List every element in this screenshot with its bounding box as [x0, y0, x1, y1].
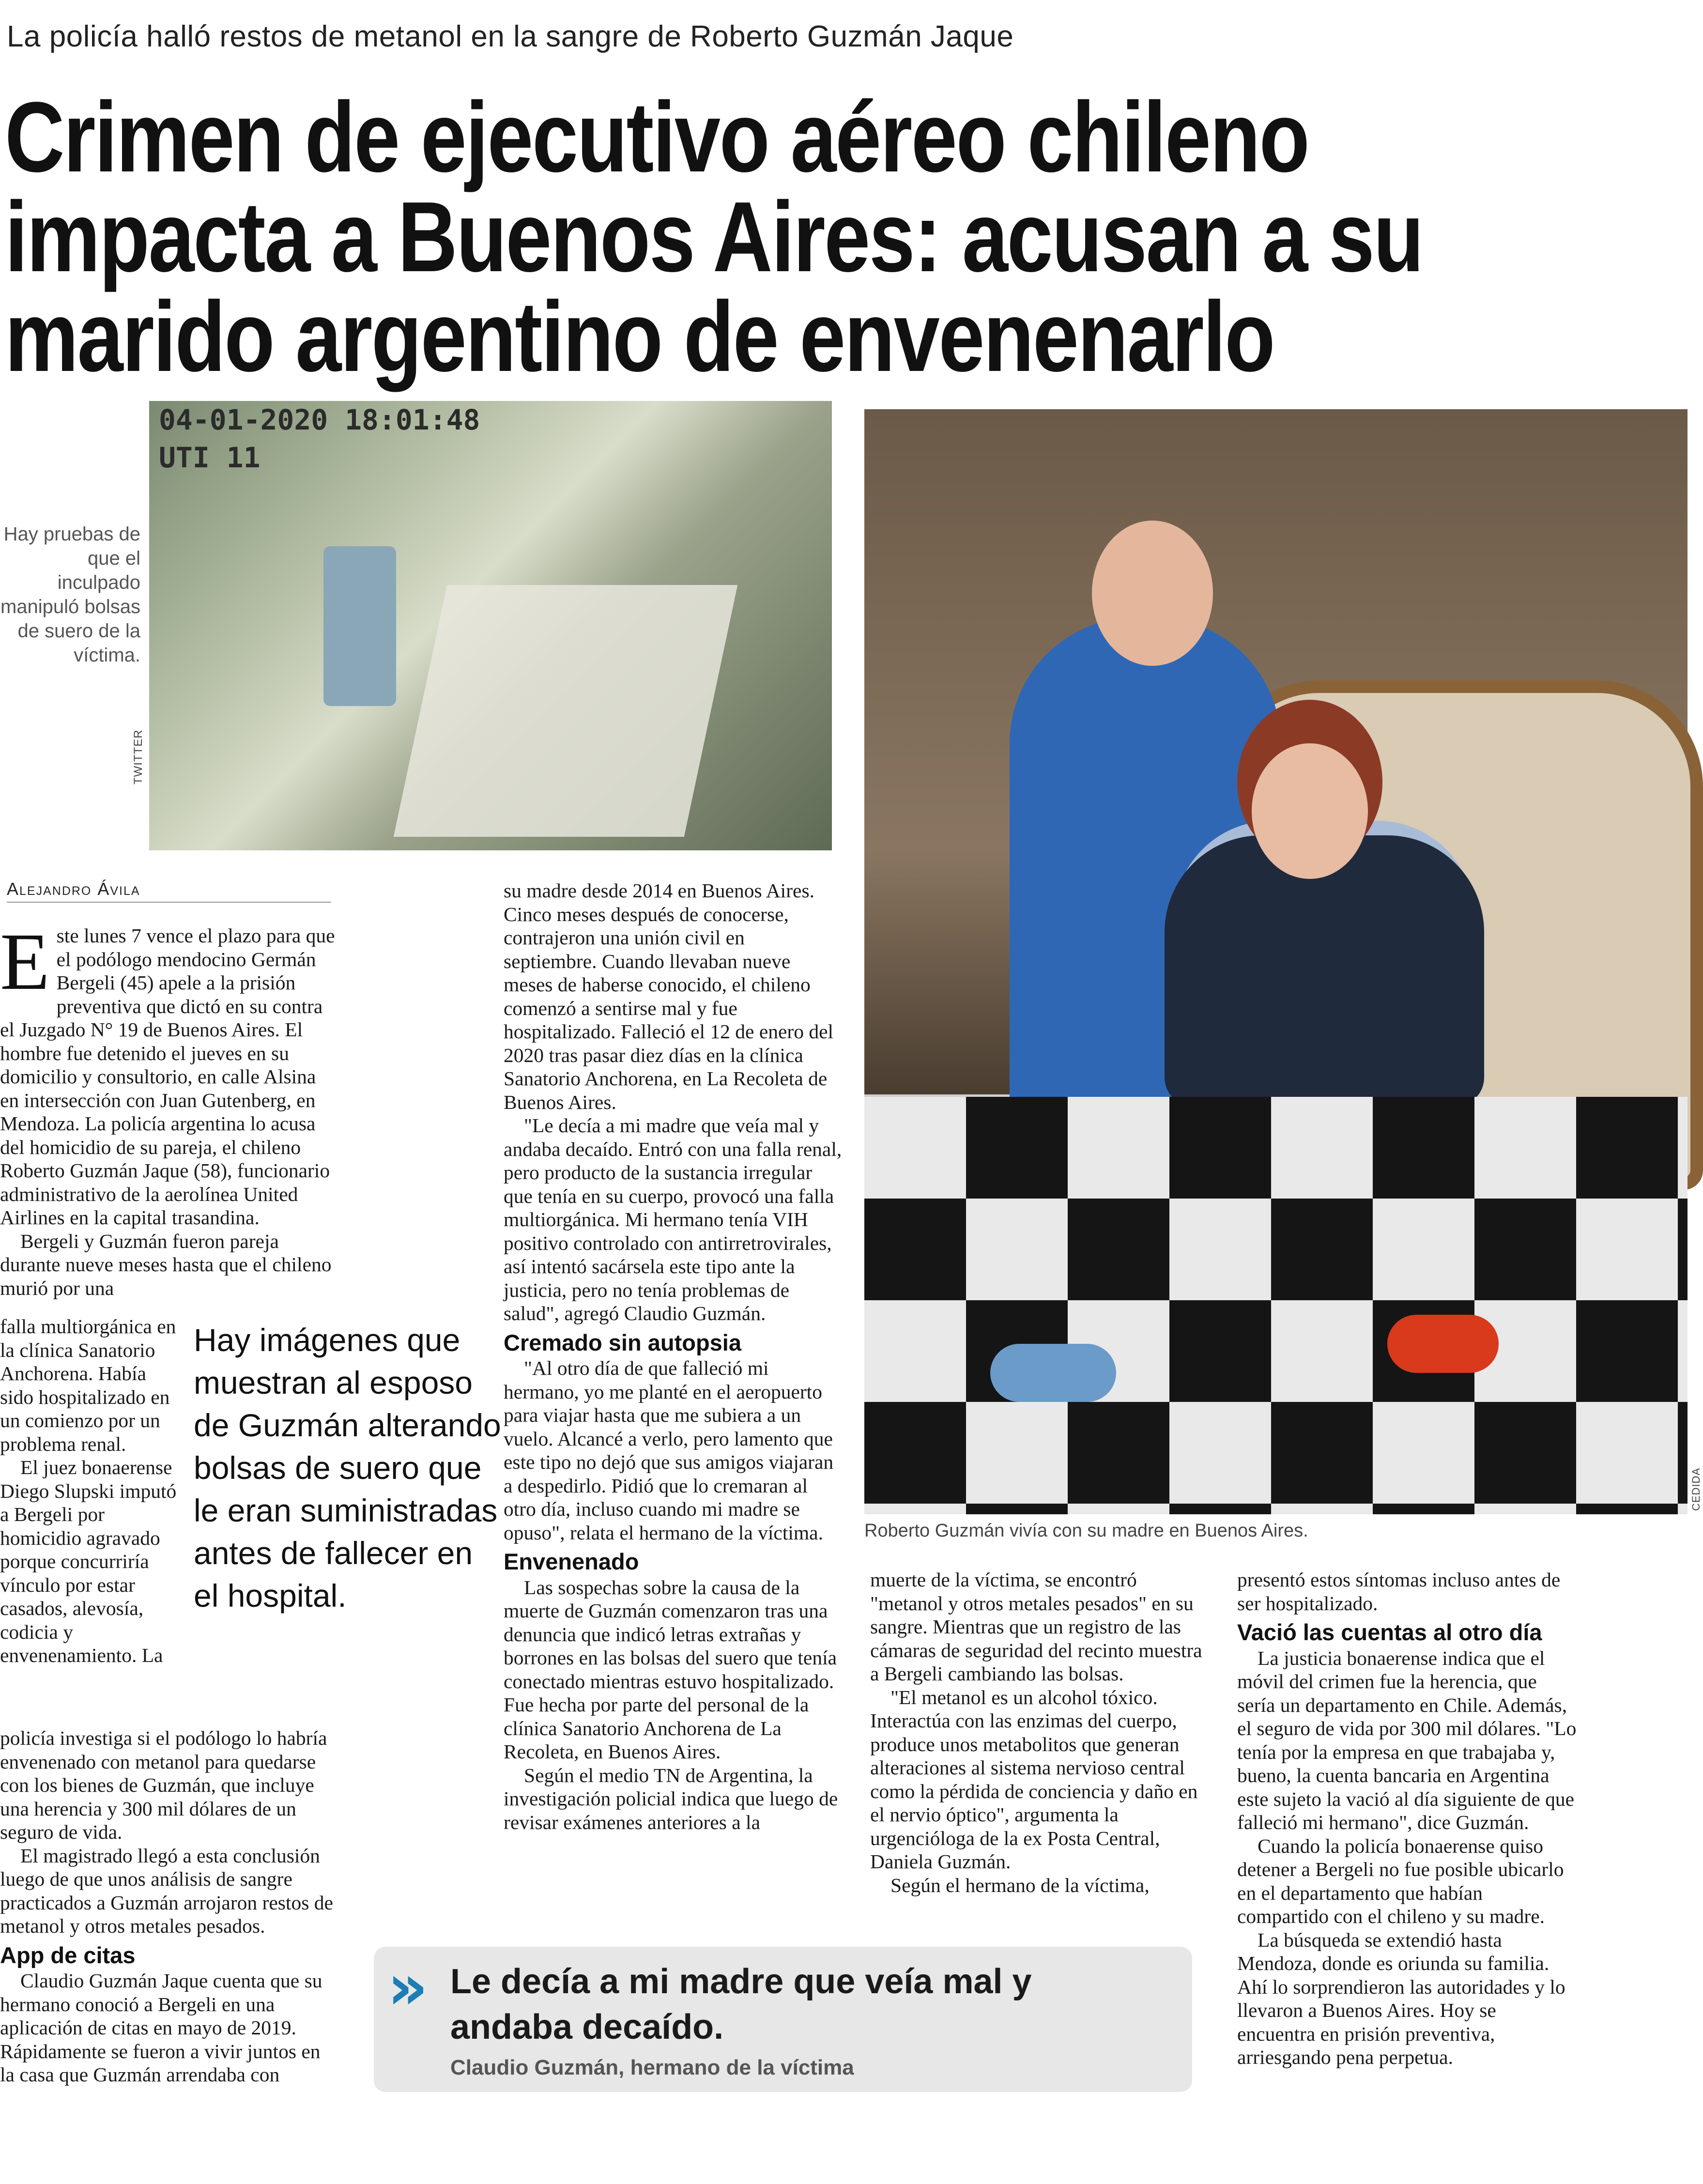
quote-author: Claudio Guzmán, hermano de la víctima: [450, 2056, 854, 2079]
paragraph: Según el medio TN de Argentina, la investigación policial indica que luego de revisar exámenes anteriores a la: [504, 1764, 838, 1833]
paragraph: policía investiga si el podólogo lo habría envenenado con metanol para quedarse con los bienes de Guzmán, que incluye una herencia y 300 mil dólares de un seguro de vida.: [0, 1727, 327, 1843]
man-head: [1092, 521, 1213, 666]
paragraph: Bergeli y Guzmán fueron pareja durante nueve meses hasta que el chileno murió por una: [0, 1230, 332, 1299]
headline-line-2: impacta a Buenos Aires: acusan a su: [5, 181, 1423, 292]
column-4: [1237, 1568, 1579, 2069]
subheading: App de citas: [0, 1942, 136, 1968]
paragraph: Según el hermano de la víctima,: [890, 1874, 1150, 1896]
blue-shoe: [990, 1344, 1116, 1402]
byline: Alejandro Ávila: [7, 879, 140, 899]
quote-marker-icon: »: [387, 1950, 428, 2024]
photo1-credit: TWITTER: [132, 729, 145, 784]
hospital-bed-shape: [394, 585, 738, 837]
room-text: UTI 11: [159, 441, 261, 475]
pull-quote: Hay imágenes que muestran al esposo de Guzmán alterando bolsas de suero que le eran suministradas antes de fallecer en el hospital.: [194, 1322, 501, 1614]
kicker: La policía halló restos de metanol en la sangre de Roberto Guzmán Jaque: [7, 20, 1014, 53]
column-3: [870, 1568, 1212, 1897]
medical-equipment-shape: [323, 546, 396, 706]
family-photo: [864, 409, 1688, 1514]
drop-cap: E: [0, 917, 50, 1007]
headline: [5, 81, 1452, 392]
photo2-credit: CEDIDA: [1690, 1467, 1702, 1511]
paragraph: Claudio Guzmán Jaque cuenta que su hermano conoció a Bergeli en una aplicación de citas en mayo de 2019. Rápidamente se fueron a vivir juntos en la casa que Guzmán arrendaba con: [0, 1969, 322, 2086]
column-1-narrow: [0, 1315, 179, 1667]
subheading: Cremado sin autopsia: [504, 1329, 741, 1355]
subheading: Vació las cuentas al otro día: [1237, 1619, 1542, 1645]
column-2: [504, 879, 843, 1834]
column-1-bottom: [0, 1726, 339, 2087]
paragraph: presentó estos síntomas incluso antes de ser hospitalizado.: [1237, 1569, 1561, 1615]
paragraph: Las sospechas sobre la causa de la muerte de Guzmán comenzaron tras una denuncia que indicó letras extrañas y borrones en las bolsas del suero que tenía conectado mientras estuvo hospitalizado. Fue hecha por parte del personal de la clínica Sanatorio Anchorena de La Recoleta, en Buenos Aires.: [504, 1576, 837, 1763]
paragraph: El juez bonaerense Diego Slupski imputó a Bergeli por homicidio agravado porque concurriría vínculo por estar casados, alevosía, codicia y envenenamiento. La: [0, 1456, 177, 1666]
paragraph: ste lunes 7 vence el plazo para que el podólogo mendocino Germán Bergeli (45) apele a la prisión preventiva que dictó en su contra el Juzgado N° 19 de Buenos Aires. El hombre fue detenido el jueves en su domicilio y consultorio, en calle Alsina en intersección con Juan Gutenberg, en Mendoza. La policía argentina lo acusa del homicidio de su pareja, el chileno Roberto Guzmán Jaque (58), funcionario administrativo de la aerolínea United Airlines en la capital trasandina.: [0, 924, 335, 1229]
headline-line-1: Crimen de ejecutivo aéreo chileno: [5, 81, 1309, 193]
timestamp-text: 04-01-2020 18:01:48: [159, 403, 480, 436]
photo1-caption: Hay pruebas de que el inculpado manipuló bolsas de suero de la víctima.: [0, 523, 140, 666]
paragraph: "Al otro día de que falleció mi hermano, yo me planté en el aeropuerto para viajar hasta que me subiera a un vuelo. Alcancé a verlo, pero lamento que este tipo no dejó que sus amigos viajaran a despedirlo. Pidió que lo cremaran al otro día, incluso cuando mi madre se opuso", relata el hermano de la víctima.: [504, 1357, 834, 1544]
byline-divider: [7, 902, 331, 903]
paragraph: "Le decía a mi madre que veía mal y andaba decaído. Entró con una falla renal, pero producto de la sustancia irregular que tenía en su cuerpo, provocó una falla multiorgánica. Mi hermano tenía VIH positivo controlado con antirretrovirales, así intentó sacársela este tipo ante la justicia, pero no tenía problemas de salud", agregó Claudio Guzmán.: [504, 1114, 842, 1324]
paragraph: su madre desde 2014 en Buenos Aires. Cinco meses después de conocerse, contrajeron una unión civil en septiembre. Cuando llevaban nueve meses de haberse conocido, el chileno comenzó a sentirse mal y fue hospitalizado. Falleció el 12 de enero del 2020 tras pasar diez días en la clínica Sanatorio Anchorena, en La Recoleta de Buenos Aires.: [504, 879, 834, 1113]
quote-text: Le decía a mi madre que veía mal y andaba decaído.: [450, 1962, 1032, 2046]
paragraph: La justicia bonaerense indica que el móvil del crimen fue la herencia, que sería un departamento en Chile. Además, el seguro de vida por 300 mil dólares. "Lo tenía por la empresa en que trabajaba y, bueno, la cuenta bancaria en Argentina este sujeto la vació al día siguiente de que falleció mi hermano", dice Guzmán.: [1237, 1646, 1577, 1833]
paragraph: Cuando la policía bonaerense quiso detener a Bergeli no fue posible ubicarlo en el departamento que habían compartido con el chileno y su madre.: [1237, 1834, 1564, 1927]
headline-line-3: marido argentino de envenenarlo: [5, 281, 1274, 392]
paragraph: muerte de la víctima, se encontró "metanol y otros metales pesados" en su sangre. Mientras que un registro de las cámaras de seguridad del recinto muestra a Bergeli cambiando las bolsas.: [870, 1569, 1202, 1685]
paragraph: La búsqueda se extendió hasta Mendoza, donde es oriunda su familia. Ahí lo sorprendieron las autoridades y lo llevaron a Buenos Aires. Hoy se encuentra en prisión preventiva, arriesgando pena perpetua.: [1237, 1928, 1565, 2068]
security-camera-photo: [149, 401, 832, 850]
subheading: Envenenado: [504, 1549, 639, 1574]
checkered-floor: [864, 1097, 1688, 1514]
paragraph: falla multiorgánica en la clínica Sanatorio Anchorena. Había sido hospitalizado en un comienzo por un problema renal.: [0, 1315, 176, 1455]
column-1-top: [0, 917, 339, 1300]
paragraph: "El metanol es un alcohol tóxico. Interactúa con las enzimas del cuerpo, produce unos metabolitos que generan alteraciones al sistema nervioso central como la pérdida de conciencia y daño en el nervio óptico", argumenta la urgencióloga de la ex Posta Central, Daniela Guzmán.: [870, 1686, 1198, 1873]
red-shoe: [1387, 1315, 1499, 1373]
paragraph: El magistrado llegó a esta conclusión luego de que unos análisis de sangre practicados a Guzmán arrojaron restos de metanol y otros metales pesados.: [0, 1844, 333, 1937]
camera-timestamp: [159, 401, 480, 477]
woman-head: [1252, 743, 1368, 879]
photo2-caption: Roberto Guzmán vivía con su madre en Buenos Aires.: [864, 1521, 1308, 1541]
